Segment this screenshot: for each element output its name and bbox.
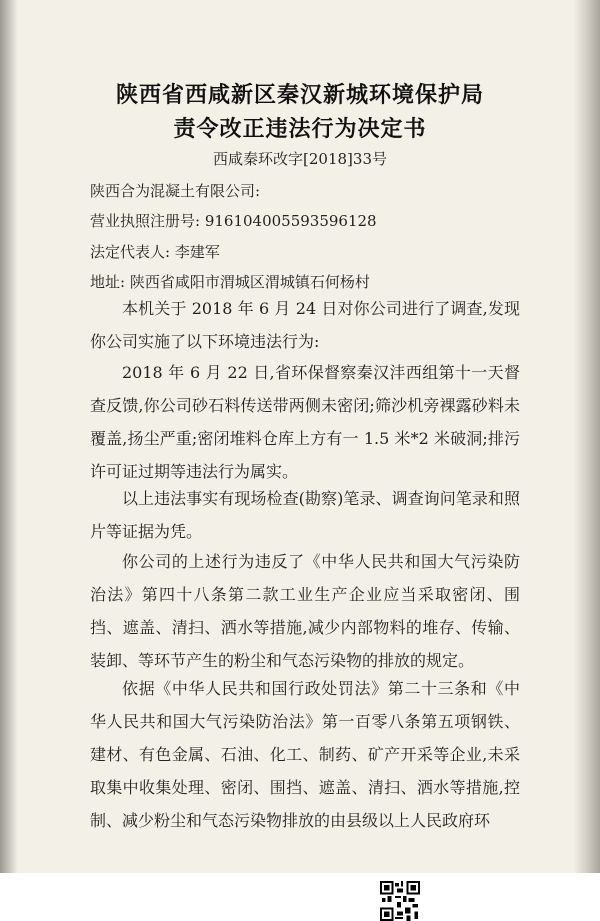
document-title-line-1: 陕西省西咸新区秦汉新城环境保护局 bbox=[115, 83, 484, 108]
recipient-line: 陕西合为混凝土有限公司: bbox=[90, 182, 261, 200]
document-number: 西咸秦环改字[2018]33号 bbox=[213, 150, 387, 168]
paragraph-evidence: 以上违法事实有现场检查(勘察)笔录、调查询问笔录和照片等证据为凭。 bbox=[90, 489, 520, 541]
license-number-line: 营业执照注册号: 916104005593596128 bbox=[90, 212, 377, 230]
paragraph-investigation: 本机关于 2018 年 6 月 24 日对你公司进行了调查,发现你公司实施了以下环境违法行为: bbox=[90, 299, 520, 351]
qr-code-icon bbox=[380, 881, 420, 921]
paragraph-law-violated: 你公司的上述行为违反了《中华人民共和国大气污染防治法》第四十八条第二款工业生产企业应当采取密闭、围挡、遮盖、清扫、洒水等措施,减少内部物料的堆存、传输、装卸、等环节产生的粉尘和气态污染物的排放的规定。 bbox=[90, 552, 520, 670]
paragraph-violations: 2018 年 6 月 22 日,省环保督察秦汉沣西组第十一天督查反馈,你公司砂石料传送带两侧未密闭;筛沙机旁裸露砂料未覆盖,扬尘严重;密闭堆料仓库上方有一 1.5 米*2 米破洞;排污许可证过期等违法行为属实。 bbox=[90, 363, 520, 481]
document-title-line-2: 责令改正违法行为决定书 bbox=[173, 117, 427, 142]
paragraph-legal-basis: 依据《中华人民共和国行政处罚法》第二十三条和《中华人民共和国大气污染防治法》第一百零八条第五项钢铁、建材、有色金属、石油、化工、制药、矿产开采等企业,未采取集中收集处理、密闭、围挡、遮盖、清扫、洒水等措施,控制、减少粉尘和气态污染物排放的由县级以上人民政府环 bbox=[90, 679, 520, 830]
legal-representative-line: 法定代表人: 李建军 bbox=[90, 243, 220, 261]
address-line: 地址: 陕西省咸阳市渭城区渭城镇石何杨村 bbox=[90, 273, 370, 291]
